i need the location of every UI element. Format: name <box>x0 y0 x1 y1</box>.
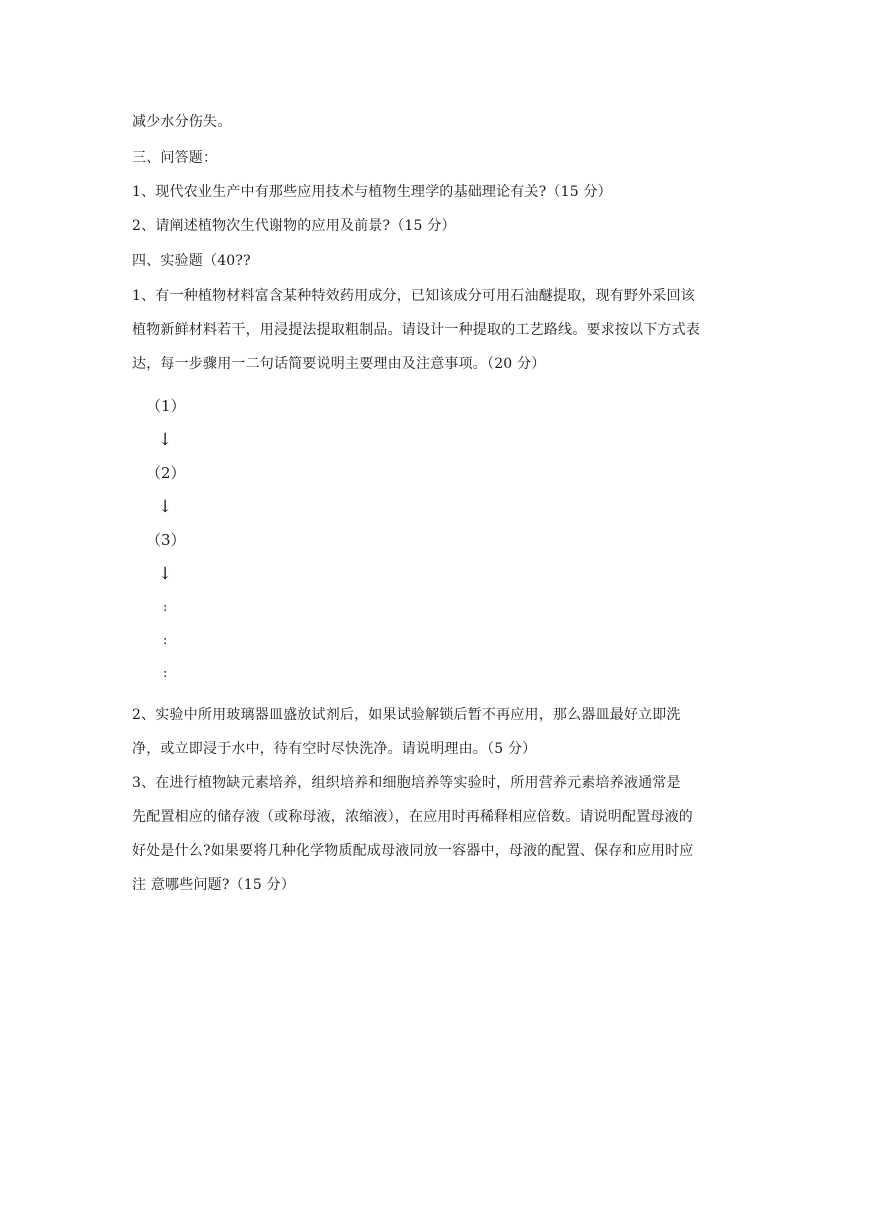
flow-continuation-dot: : <box>163 666 168 681</box>
experiment-3-line-1: 3、在进行植物缺元素培养，组织培养和细胞培养等实验时，所用营养元素培养液通常是 <box>132 775 681 791</box>
section-heading-experiments: 四、实验题（40?? <box>132 253 251 269</box>
flow-step-1: （1） <box>146 397 186 415</box>
experiment-3-line-4: 注 意哪些问题?（15 分） <box>132 877 296 893</box>
flow-arrow-down-icon: ↓ <box>158 564 173 584</box>
experiment-1-line-2: 植物新鲜材料若干，用浸提法提取粗制品。请设计一种提取的工艺路线。要求按以下方式表 <box>132 322 700 338</box>
flow-continuation-dot: : <box>163 633 168 648</box>
flow-arrow-down-icon: ↓ <box>158 497 173 517</box>
experiment-2-line-1: 2、实验中所用玻璃器皿盛放试剂后，如果试验解锁后暂不再应用，那么器皿最好立即洗 <box>132 707 681 723</box>
experiment-1-line-1: 1、有一种植物材料富含某种特效药用成分，已知该成分可用石油醚提取，现有野外采回该 <box>132 288 695 304</box>
flow-arrow-down-icon: ↓ <box>158 430 173 450</box>
question-2: 2、请阐述植物次生代谢物的应用及前景?（15 分） <box>132 218 456 234</box>
flow-step-2: （2） <box>146 464 186 482</box>
text-line-continuation: 减少水分伤失。 <box>132 114 232 130</box>
experiment-1-line-3: 达，每一步骤用一二句话简要说明主要理由及注意事项。（20 分） <box>132 356 546 372</box>
experiment-2-line-2: 净，或立即浸于水中，待有空时尽快洗净。请说明理由。（5 分） <box>132 741 537 757</box>
experiment-3-line-3: 好处是什么?如果要将几种化学物质配成母液同放一容器中，母液的配置、保存和应用时应 <box>132 843 694 859</box>
experiment-3-line-2: 先配置相应的储存液（或称母液，浓缩液），在应用时再稀释相应倍数。请说明配置母液的 <box>132 809 693 825</box>
flow-step-3: （3） <box>146 531 186 549</box>
flow-continuation-dot: : <box>163 600 168 615</box>
section-heading-questions: 三、问答题： <box>132 150 218 166</box>
question-1: 1、现代农业生产中有那些应用技术与植物生理学的基础理论有关?（15 分） <box>132 184 612 200</box>
